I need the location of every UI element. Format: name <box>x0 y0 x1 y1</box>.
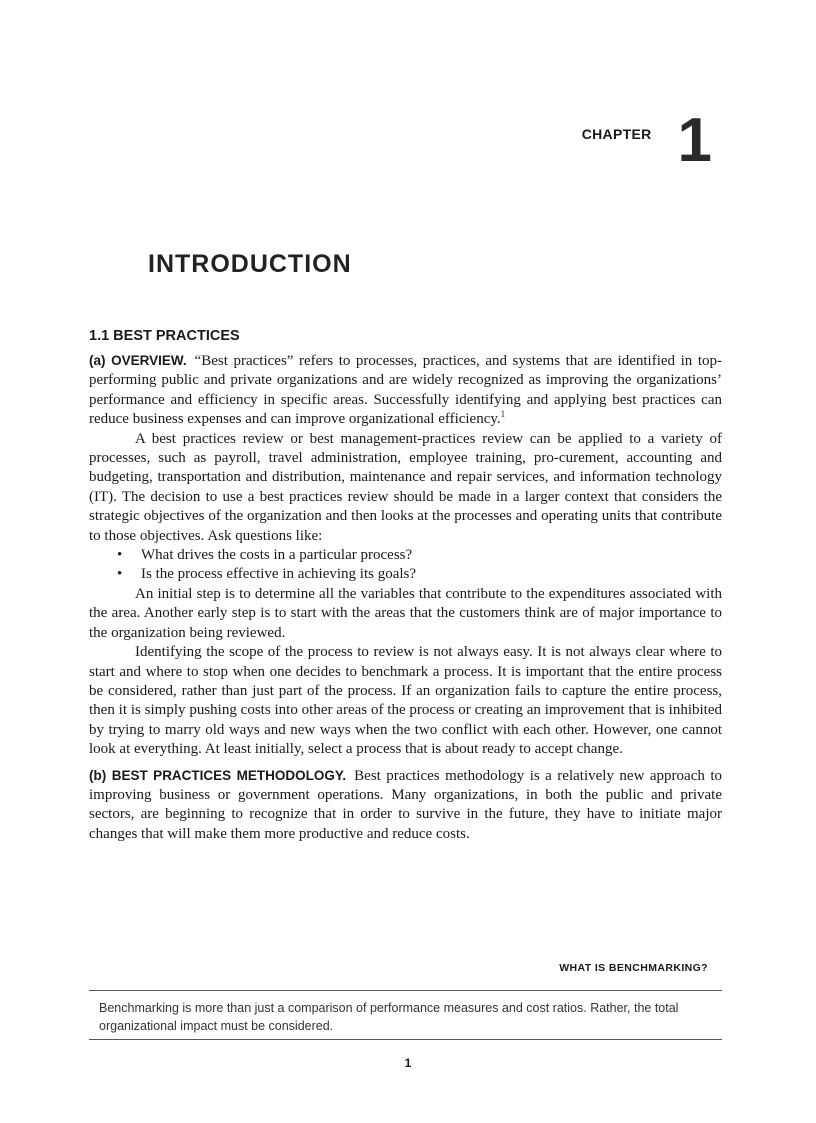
chapter-title: INTRODUCTION <box>148 250 352 278</box>
overview-runin-heading: (a) OVERVIEW. <box>89 353 187 368</box>
paragraph-4: Identifying the scope of the process to review is not always easy. It is not always clear where to start and where to stop when one decides to benchmark a process. It is important that the entire process be considered, rather than just part of the process. If an organization fails to capture the entire process, then it is simply pushing costs into other areas of the process or creating an improvement that is inhibited by trying to marry old ways and new ways when the two conflict with each other. However, one cannot look at everything. At least initially, select a process that is about ready to accept change. <box>89 644 722 758</box>
sidebar-box <box>89 990 722 1040</box>
sidebar-title: WHAT IS BENCHMARKING? <box>559 962 708 974</box>
footnote-marker: 1 <box>500 409 506 420</box>
sidebar-text: Benchmarking is more than just a comparison of performance measures and cost ratios. Rather, the total organizational impact must be considered. <box>99 1001 679 1033</box>
methodology-paragraph <box>89 766 722 845</box>
methodology-runin-heading: (b) BEST PRACTICES METHODOLOGY. <box>89 767 347 783</box>
chapter-number: 1 <box>677 106 712 175</box>
question-list <box>89 546 722 585</box>
body-content <box>89 328 722 844</box>
paragraph-2: A best practices review or best management-practices review can be applied to a variety of processes, such as payroll, travel administration, employee training, pro-curement, accounting and budgeting, transportation and distribution, maintenance and repair services, and information technology (IT). The decision to use a best practices review should be made in a larger context that considers the strategic objectives of the organization and then looks at the processes and operating units that contribute to those objectives. Ask questions like: <box>89 430 722 544</box>
chapter-heading <box>581 106 712 175</box>
page-number: 1 <box>404 1056 412 1070</box>
section-heading: 1.1 BEST PRACTICES <box>89 328 240 344</box>
overview-text: “Best practices” refers to processes, practices, and systems that are identified in top-performing public and private organizations and are widely recognized as improving the organizations’ performance and efficiency in specific areas. Successfully identifying and applying best practices can reduce business expenses and can improve organizational efficiency. <box>89 353 722 428</box>
list-item: • What drives the costs in a particular process? <box>117 546 722 565</box>
methodology-text: Best practices methodology is a relatively new approach to improving business or government operations. Many organizations, in both the public and private sectors, are beginning to recognize that in order to survive in the future, they have to initiate major changes that will make them more productive and reduce costs. <box>89 767 722 842</box>
overview-paragraph <box>89 351 722 430</box>
list-item: • Is the process effective in achieving its goals? <box>117 565 722 584</box>
paragraph-3: An initial step is to determine all the variables that contribute to the expenditures associated with the area. Another early step is to start with the areas that the customers think are of major importance to the organization being reviewed. <box>89 585 722 641</box>
chapter-label: CHAPTER <box>581 126 652 142</box>
